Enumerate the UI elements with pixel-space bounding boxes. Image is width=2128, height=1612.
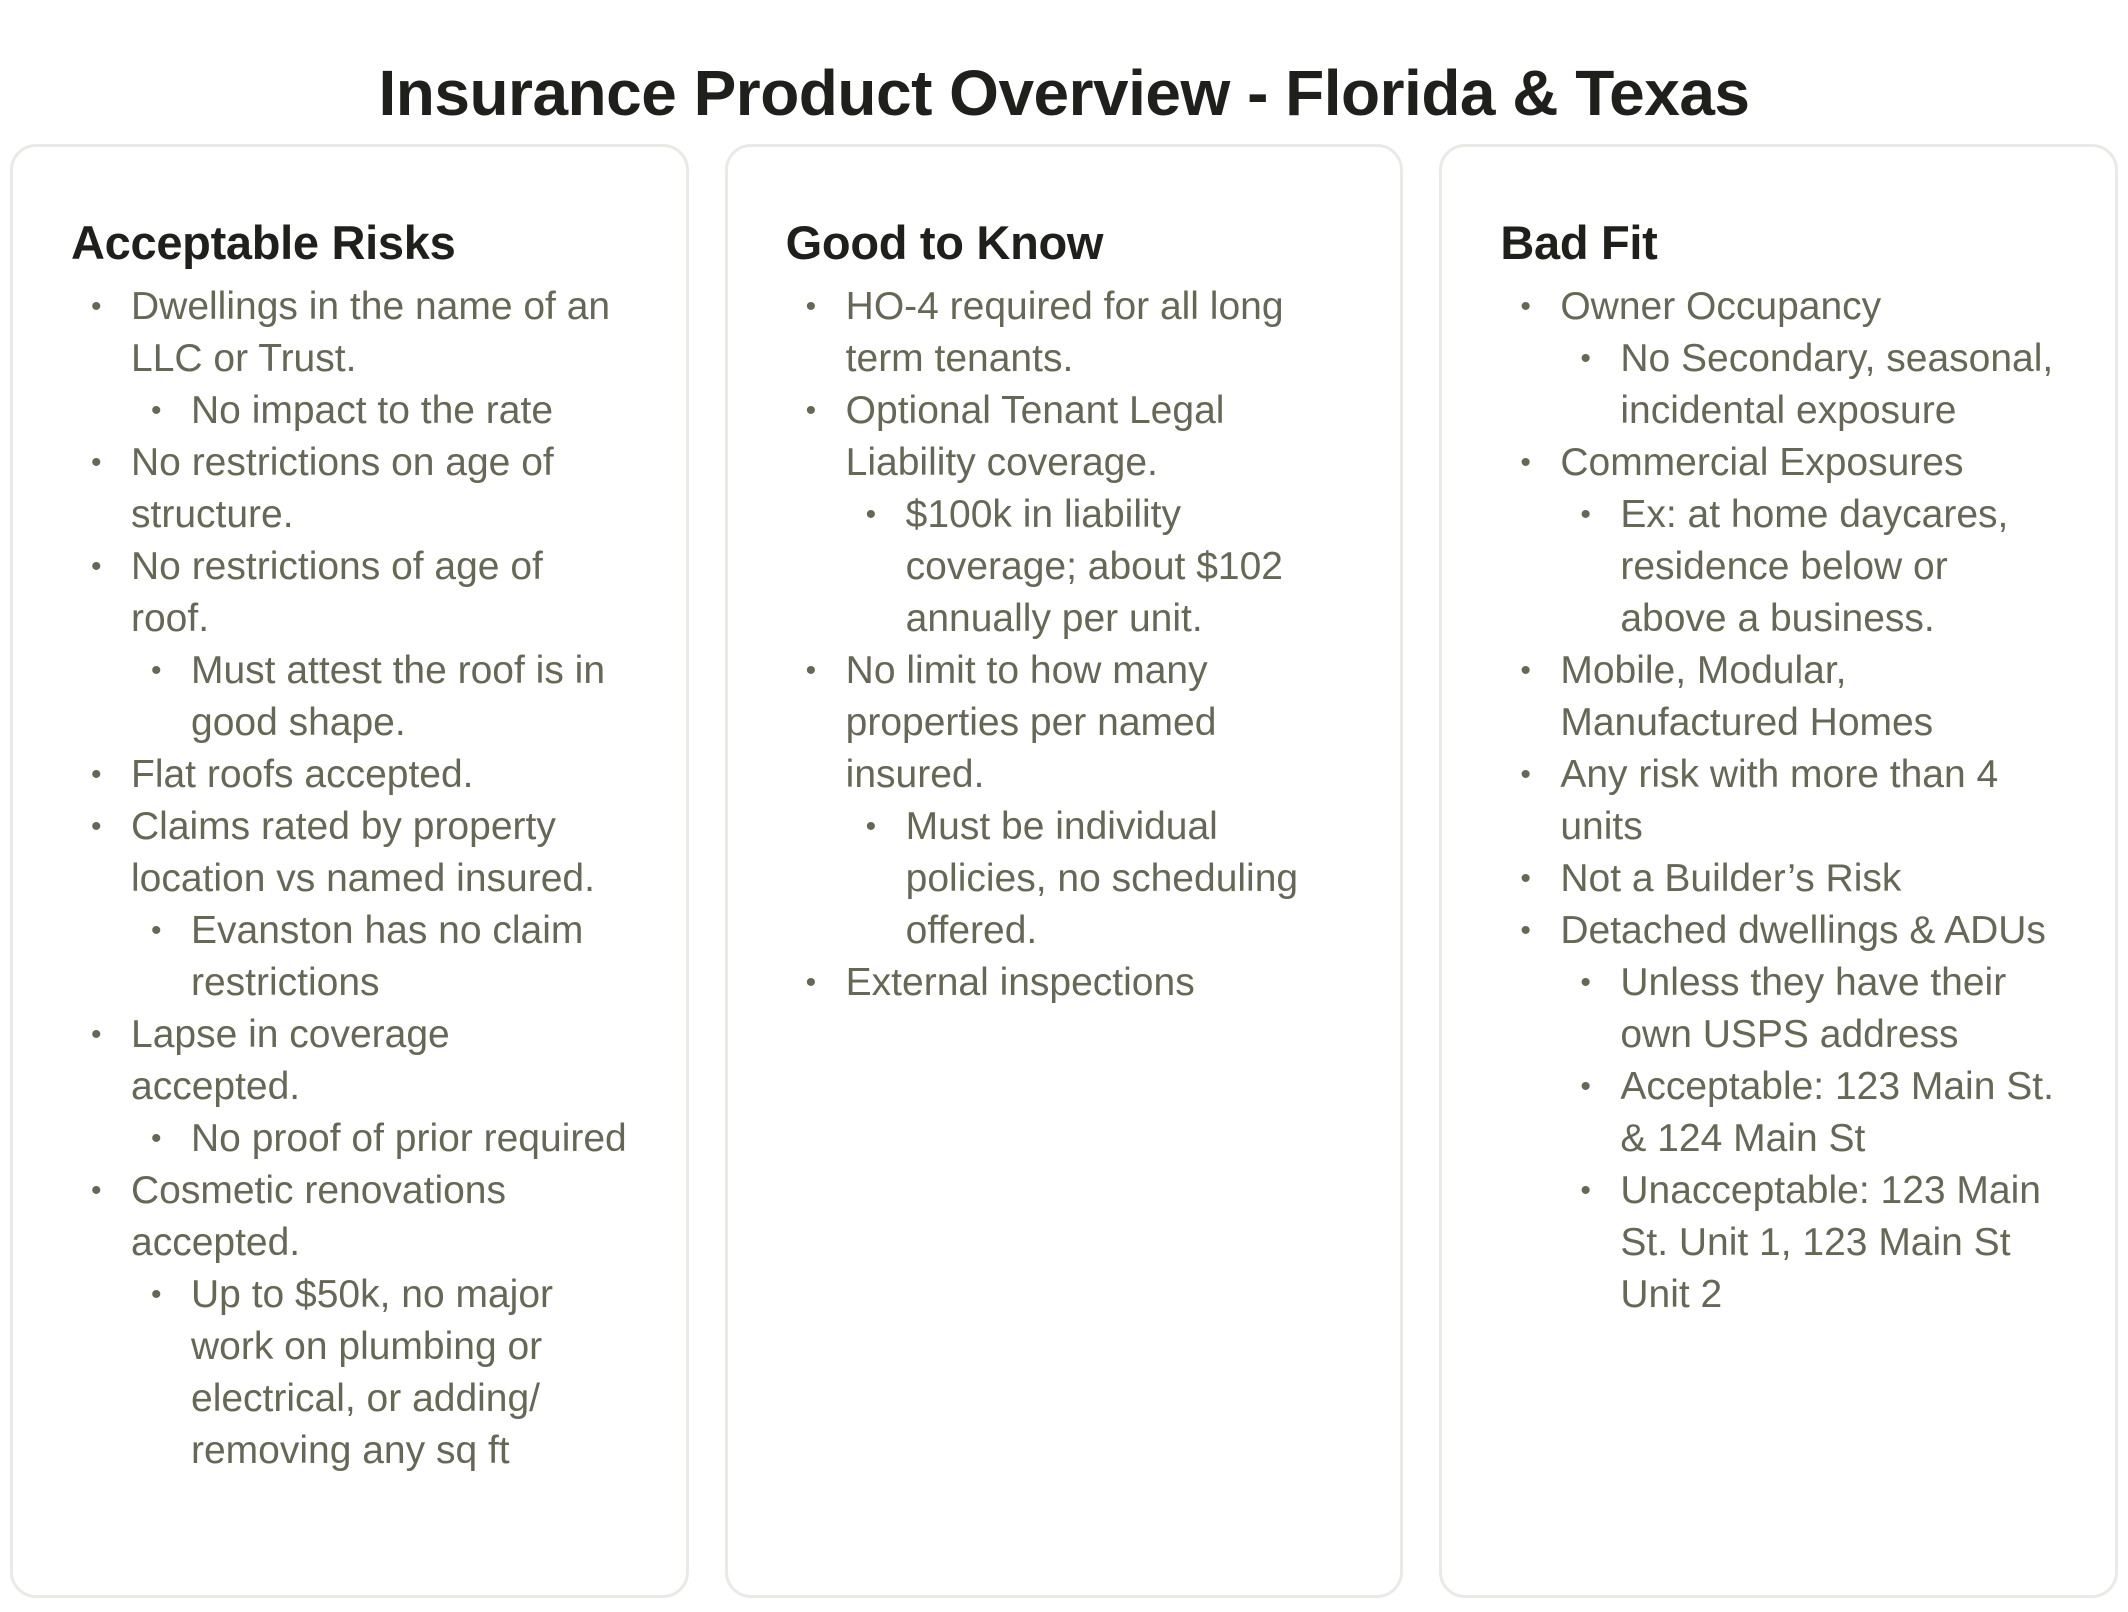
sub-list: [131, 1113, 628, 1165]
sub-list-item: • Evanston has no claim restrictions: [131, 905, 628, 1009]
list-item: [71, 437, 628, 541]
sub-list: [131, 1269, 628, 1477]
sub-list-item: • Acceptable: 123 Main St. & 124 Main St: [1560, 1061, 2057, 1165]
list-item-text: Claims rated by property location vs named insured.: [131, 805, 595, 900]
sub-list: [846, 801, 1343, 957]
list-item: [71, 1009, 628, 1165]
list-item-text: Owner Occupancy: [1560, 285, 1882, 328]
bullet-list: [1500, 281, 2057, 1321]
list-item-text: HO-4 required for all long term tenants.: [845, 285, 1284, 380]
sub-list: [131, 645, 628, 749]
list-item-text: External inspections: [845, 961, 1195, 1004]
card-title: Acceptable Risks: [71, 216, 456, 269]
sub-list-item: • No proof of prior required: [131, 1113, 628, 1165]
sub-list-item: • $100k in liability coverage; about $102 annually per unit.: [846, 489, 1343, 645]
list-item-text: Mobile, Modular, Manufactured Homes: [1560, 649, 1934, 744]
sub-list: [846, 489, 1343, 645]
bullet-list: [786, 281, 1343, 1009]
list-item-text: No restrictions on age of structure.: [131, 441, 554, 536]
sub-list: [131, 385, 628, 437]
card-good-to-know: [725, 144, 1404, 1598]
list-item: [1500, 645, 2057, 749]
card-title: Bad Fit: [1500, 216, 1658, 269]
list-item-text: No restrictions of age of roof.: [131, 545, 543, 640]
sub-list-item: • Unacceptable: 123 Main St. Unit 1, 123 Main St Unit 2: [1560, 1165, 2057, 1321]
card-bad-fit: [1439, 144, 2118, 1598]
card-title: Good to Know: [785, 216, 1104, 269]
list-item: [786, 385, 1343, 645]
list-item: [1500, 853, 2057, 905]
list-item: [1500, 437, 2057, 645]
sub-list-item: • Ex: at home daycares, residence below or above a business.: [1560, 489, 2057, 645]
card-acceptable-risks: [10, 144, 689, 1598]
list-item-text: Cosmetic renovations accepted.: [131, 1169, 506, 1264]
sub-list: [131, 905, 628, 1009]
list-item: [71, 541, 628, 749]
list-item: [1500, 905, 2057, 1321]
list-item: [786, 281, 1343, 385]
page-title: Insurance Product Overview - Florida & Texas: [378, 56, 1750, 129]
sub-list: [1560, 333, 2057, 437]
sub-list-item: • Unless they have their own USPS address: [1560, 957, 2057, 1061]
list-item: [71, 1165, 628, 1477]
bullet-list: [71, 281, 628, 1477]
sub-list-item: • Must attest the roof is in good shape.: [131, 645, 628, 749]
list-item-text: Optional Tenant Legal Liability coverage.: [845, 389, 1225, 484]
cards-row: [10, 144, 2118, 1598]
list-item: [786, 957, 1343, 1009]
list-item-text: Detached dwellings & ADUs: [1560, 909, 2046, 952]
list-item-text: Any risk with more than 4 units: [1560, 753, 1999, 848]
sub-list: [1560, 489, 2057, 645]
list-item: [71, 801, 628, 1009]
sub-list-item: • No impact to the rate: [131, 385, 628, 437]
list-item-text: Not a Builder’s Risk: [1560, 857, 1902, 900]
sub-list-item: • No Secondary, seasonal, incidental exposure: [1560, 333, 2057, 437]
sub-list-item: • Up to $50k, no major work on plumbing or electrical, or adding/ removing any sq ft: [131, 1269, 628, 1477]
list-item-text: Flat roofs accepted.: [131, 753, 474, 796]
list-item-text: Dwellings in the name of an LLC or Trust.: [131, 285, 611, 380]
list-item: [71, 281, 628, 437]
list-item-text: No limit to how many properties per named insured.: [845, 649, 1217, 796]
list-item: [71, 749, 628, 801]
list-item: [786, 645, 1343, 957]
list-item: [1500, 281, 2057, 437]
list-item-text: Commercial Exposures: [1560, 441, 1964, 484]
sub-list-item: • Must be individual policies, no scheduling offered.: [846, 801, 1343, 957]
sub-list: [1560, 957, 2057, 1321]
list-item-text: Lapse in coverage accepted.: [131, 1013, 450, 1108]
list-item: [1500, 749, 2057, 853]
